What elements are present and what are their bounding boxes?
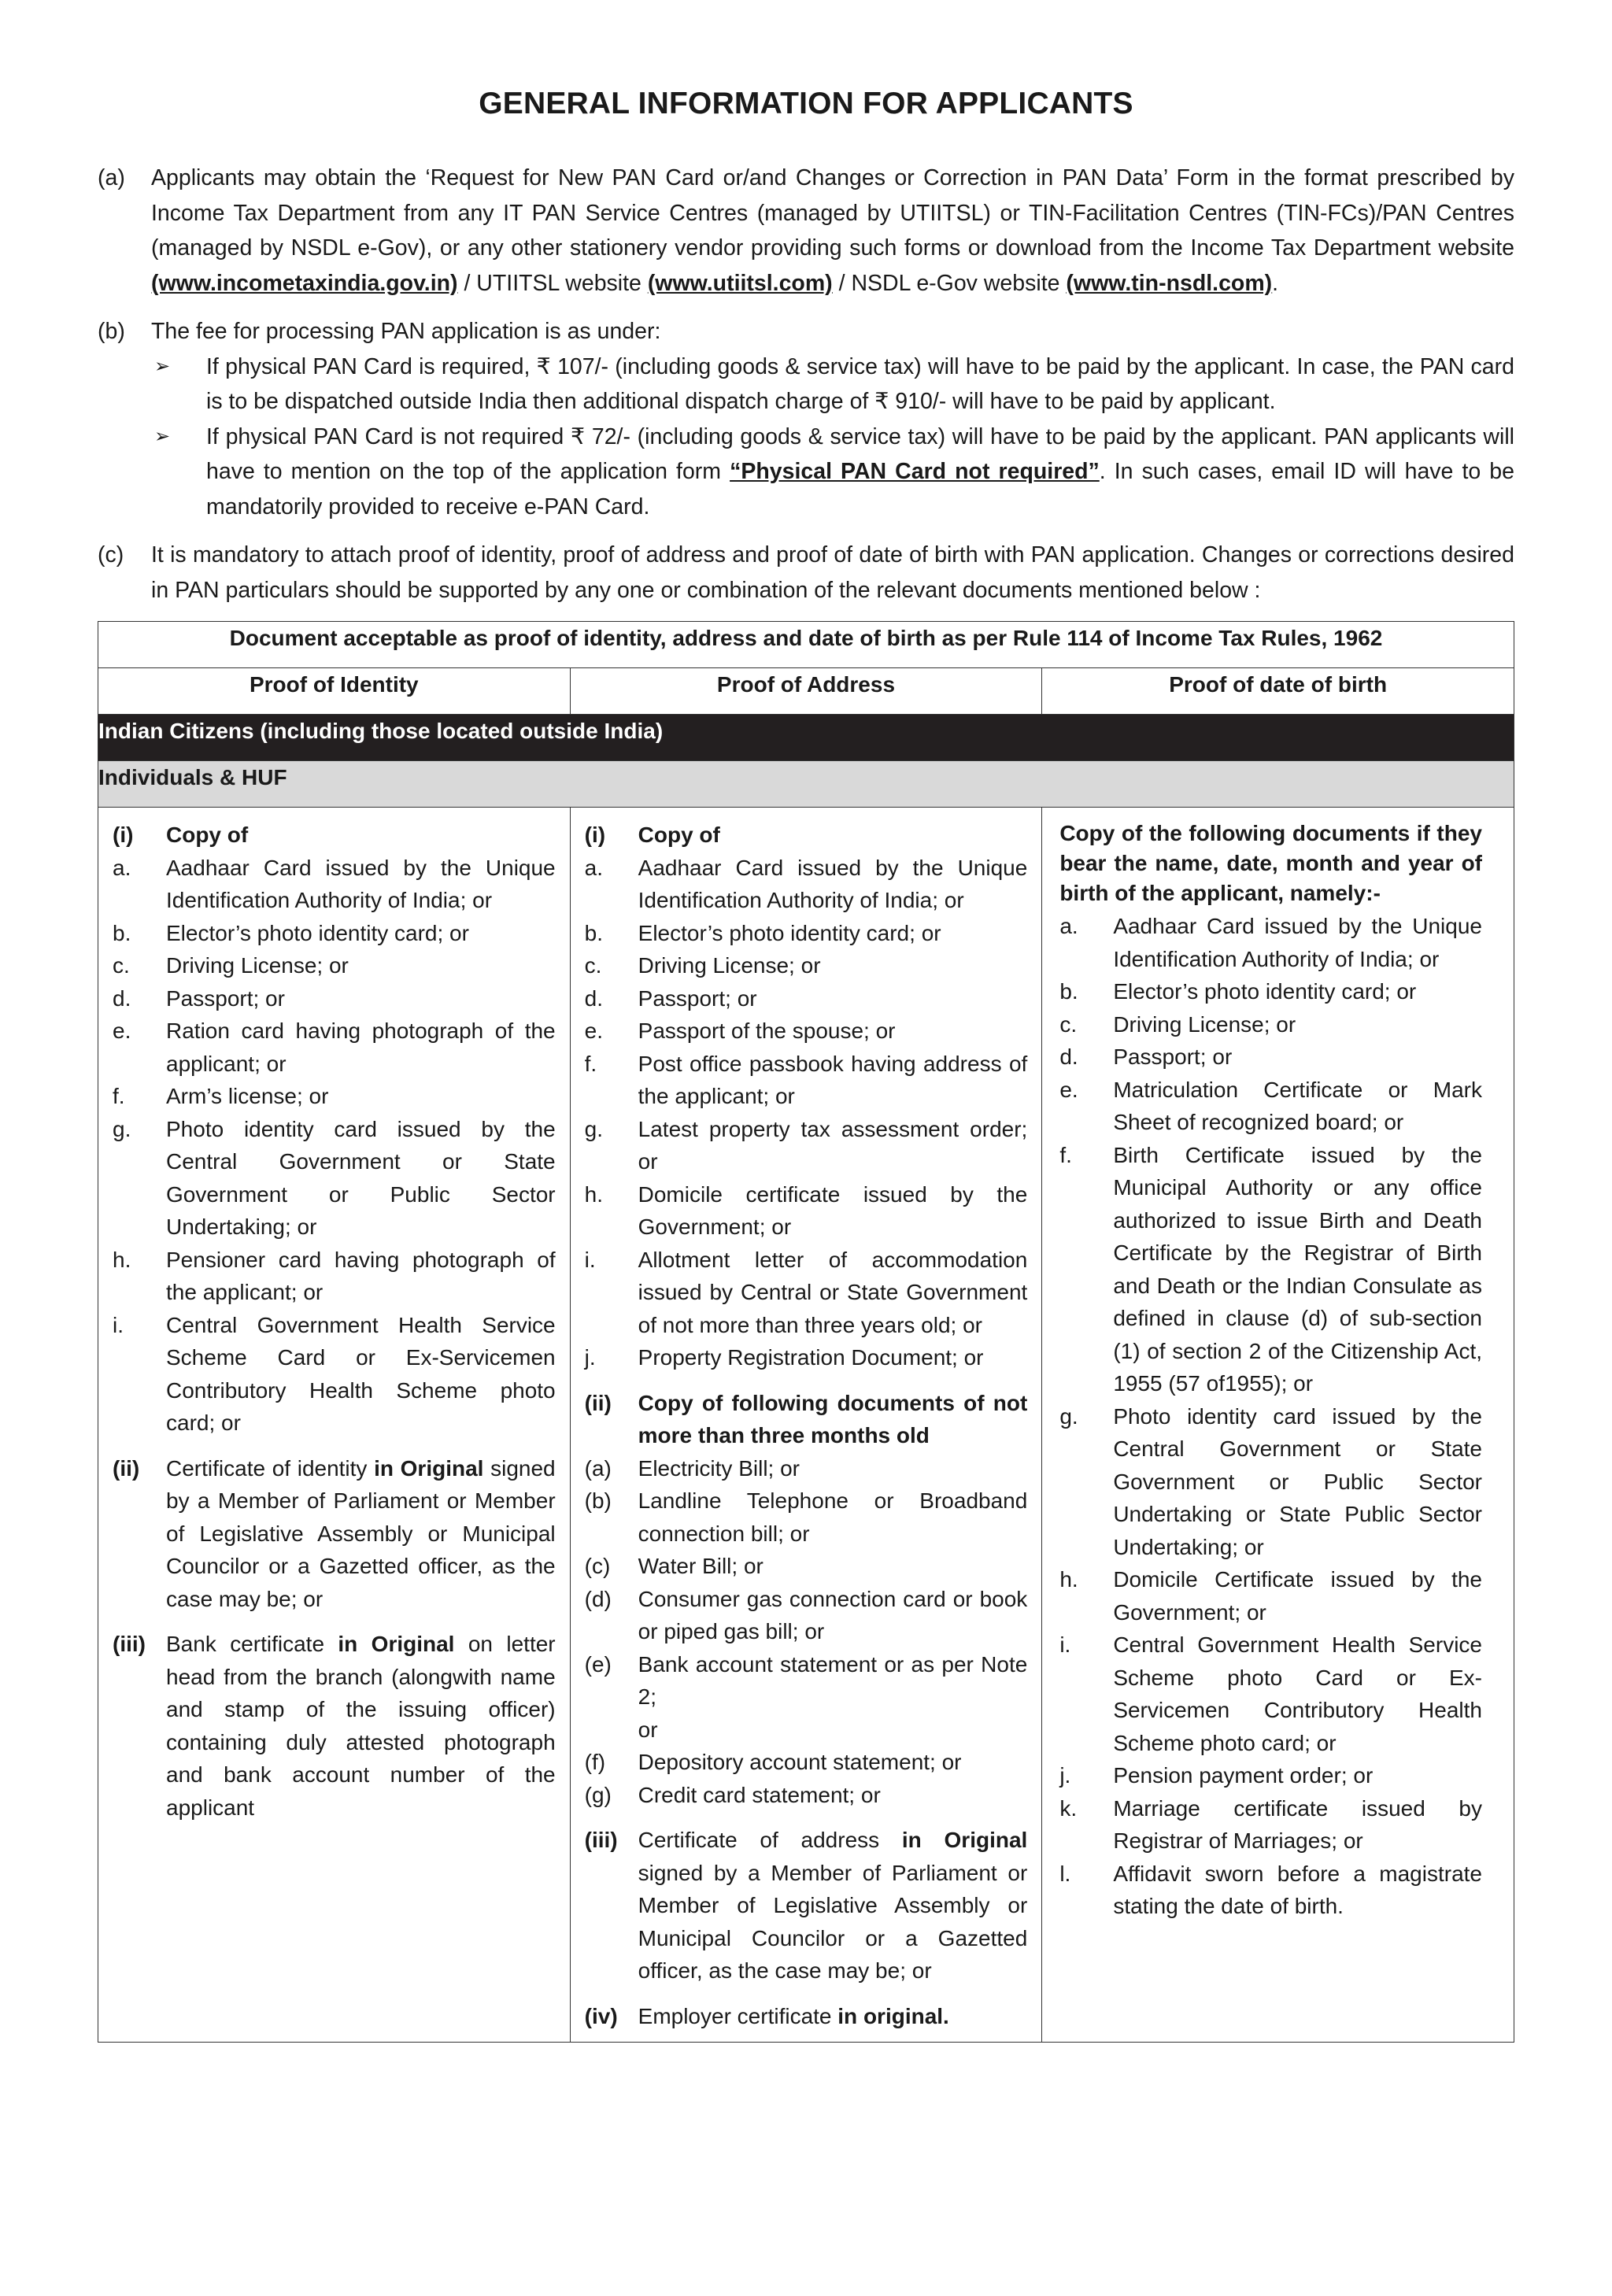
paragraph-a-mid2: / NSDL e-Gov website [832,270,1067,296]
item-marker: (ii) [584,1390,612,1415]
list-item [585,1746,1028,1779]
list-item [585,1484,1028,1550]
item-marker: (iii) [584,1828,618,1852]
list-item [1059,1858,1482,1923]
list-item [113,982,556,1015]
list-item [585,1341,1028,1374]
subsection-header: Individuals & HUF [98,761,1514,808]
address-employer-certificate-item [585,2000,1028,2033]
paragraph-a-label: (a) [98,165,125,190]
item-marker: d. [584,985,603,1011]
item-text: Copy of [638,823,720,847]
list-item [1059,1629,1482,1759]
item-text: Birth Certificate issued by the Municipal Authority or any office authorized to issue Birth and Death Certificate by the Registrar of Birth and Death or the Indian Consulate as defined in clause (d) of sub-section (1) of section 2 of the Citizenship Act, 1955 (57 of1955); or [1113,1142,1482,1396]
list-item [585,852,1028,917]
item-text: Pension payment order; or [1113,1763,1374,1788]
item-text [638,2000,1028,2033]
list-item [1059,1008,1482,1041]
paragraph-b-body [151,314,1514,524]
item-text: Domicile certificate issued by the Government; or [638,1181,1028,1239]
item-text: Electricity Bill; or [638,1455,800,1481]
address-recent-docs-heading [585,1387,1028,1452]
item-text: Elector’s photo identity card; or [166,920,469,945]
item-text: Post office passbook having address of the applicant; or [638,1051,1028,1108]
item-text [638,1824,1028,1987]
item-marker: c. [113,953,130,978]
list-item [1059,1074,1482,1139]
list-item [113,1309,556,1440]
item-text: Allotment letter of accommodation issued by Central or State Government of not more than three years old; or [638,1247,1028,1337]
list-item [585,1550,1028,1583]
paragraph-a-body [151,161,1514,301]
address-column [570,808,1042,2043]
physical-pan-not-required-note: “Physical PAN Card not required” [730,459,1100,484]
dob-intro: Copy of the following documents if they bear the name, date, month and year of birth of the applicant, namely:- [1059,821,1482,905]
item-marker: (g) [584,1782,612,1807]
item-text: Photo identity card issued by the Central Government or State Government or Public Sector Undertaking or State Public Sector Undertaking; or [1113,1403,1482,1559]
item-marker: g. [113,1116,131,1141]
in-original-emphasis: in original. [837,2003,949,2028]
fee-bullet-epan-post: . In such cases, email ID will have to be mandatorily provided to receive e-PAN Card. [206,459,1514,519]
item-marker: a. [584,855,603,880]
page [98,87,1514,2043]
item-text: Copy of [166,823,249,847]
list-item [585,949,1028,982]
list-item [585,1648,1028,1714]
item-text [166,1628,556,1824]
item-text-post: on letter head from the branch (alongwith name and stamp of the issuing officer) containing duly attested photograph and bank account number of the applicant [166,1632,556,1820]
item-text: Central Government Health Service Scheme Card or Ex-Servicemen Contributory Health Scheme photo card; or [166,1312,556,1435]
identity-certificate-item [113,1452,556,1616]
item-text-pre: Certificate of address [638,1828,902,1852]
item-text: Driving License; or [638,953,821,978]
list-item [585,1779,1028,1812]
item-marker: (i) [584,823,606,847]
item-text: Arm’s license; or [166,1084,329,1108]
list-item [1059,1400,1482,1564]
item-text: Passport; or [166,985,285,1011]
item-marker: (c) [584,1554,611,1578]
list-item [1059,1139,1482,1400]
column-header-identity: Proof of Identity [98,668,571,715]
paragraph-c-label: (c) [98,542,124,568]
paragraph-b-text: The fee for processing PAN application is as under: [151,319,661,344]
item-text: Aadhaar Card issued by the Unique Identification Authority of India; or [638,855,1028,912]
dob-column [1042,808,1514,2043]
item-marker: c. [584,953,602,978]
item-text: Matriculation Certificate or Mark Sheet of recognized board; or [1113,1077,1482,1134]
item-marker: j. [1059,1763,1071,1788]
item-text: Driving License; or [166,953,349,978]
item-text [166,1452,556,1616]
fee-bullet-physical-text: If physical PAN Card is required, ₹ 107/- (including goods & service tax) will have to be paid by the applicant. In case, the PAN card is to be dispatched outside India then additional dispatch charge of ₹ 910/- will have to be paid by applicant. [206,353,1514,414]
column-header-dob: Proof of date of birth [1042,668,1514,715]
paragraph-a-text: Applicants may obtain the ‘Request for New PAN Card or/and Changes or Correction in PAN Data’ Form in the format prescribed by Income Tax Department from any IT PAN Service Centres (managed by UTIITSL) or TIN-Facilitation Centres (TIN-FCs)/PAN Centres (managed by NSDL e-Gov), or any other stationery vendor providing such forms or download from the Income Tax Department website [151,165,1514,261]
paragraph-a-mid1: / UTIITSL website [457,270,648,296]
identity-bank-certificate-item [113,1628,556,1824]
item-marker: (b) [584,1488,612,1513]
item-marker: a. [1059,914,1078,938]
item-text: Water Bill; or [638,1554,763,1578]
paragraph-a [98,161,1514,301]
tin-nsdl-link[interactable]: (www.tin-nsdl.com) [1066,270,1273,296]
item-marker: b. [113,920,131,945]
list-item [1059,1563,1482,1629]
item-text: Marriage certificate issued by Registrar of Marriages; or [1113,1795,1482,1853]
item-marker: e. [584,1019,603,1043]
item-text: Passport; or [1113,1044,1233,1069]
item-text: Depository account statement; or [638,1750,962,1774]
item-text: Copy of following documents of not more than three months old [638,1390,1028,1447]
column-header-address: Proof of Address [570,668,1042,715]
documents-table [98,621,1514,2043]
page-title: GENERAL INFORMATION FOR APPLICANTS [479,87,1133,120]
list-item [585,1015,1028,1048]
list-item [1059,1041,1482,1074]
item-text: Driving License; or [1113,1011,1296,1037]
item-text: Elector’s photo identity card; or [1113,979,1417,1004]
fee-bullet-epan-text [206,420,1514,525]
list-item [113,917,556,950]
item-text: Aadhaar Card issued by the Unique Identification Authority of India; or [1113,914,1482,971]
paragraph-a-end: . [1272,270,1279,296]
list-item [585,1452,1028,1485]
item-text: Central Government Health Service Scheme photo Card or Ex-Servicemen Contributory Health Scheme photo card; or [1113,1632,1482,1755]
list-item [585,982,1028,1015]
fee-bullet-epan [151,420,1514,525]
item-marker: e. [1059,1077,1078,1102]
address-certificate-item [585,1824,1028,1987]
item-text: Photo identity card issued by the Central Government or State Government or Public Sector Undertaking; or [166,1116,556,1239]
address-recent-list-2 [585,1746,1028,1811]
list-item [585,1583,1028,1648]
paragraph-b-label: (b) [98,319,125,344]
item-text-pre: Bank certificate [166,1632,338,1656]
item-marker: l. [1059,1861,1071,1886]
fee-bullet-physical [151,349,1514,420]
item-text: Consumer gas connection card or book or piped gas bill; or [638,1586,1028,1643]
in-original-emphasis: in Original [901,1828,1028,1852]
item-marker: (a) [584,1455,612,1481]
item-marker: f. [1059,1142,1072,1167]
paragraph-c [98,538,1514,608]
in-original-emphasis: in Original [374,1455,484,1481]
identity-list [113,852,556,1440]
item-text: Property Registration Document; or [638,1345,984,1370]
item-marker: c. [1059,1011,1078,1037]
item-text: Domicile Certificate issued by the Government; or [1113,1567,1482,1625]
fee-bullet-epan-pre: If physical PAN Card is not required ₹ 72/- (including goods & service tax) will have to be paid by the applicant. PAN applicants will have to mention on the top of the application form [206,423,1514,484]
or-separator: or [638,1717,658,1742]
list-item [113,852,556,917]
list-item [585,1178,1028,1244]
item-text: Passport of the spouse; or [638,1019,896,1043]
item-text: Elector’s photo identity card; or [638,920,941,945]
item-marker: j. [584,1345,596,1370]
list-item [1059,1792,1482,1858]
list-item [1059,975,1482,1008]
address-copy-of-heading [585,819,1028,852]
list-item [585,1244,1028,1342]
item-text: Credit card statement; or [638,1782,881,1807]
item-text-post: signed by a Member of Parliament or Member of Legislative Assembly or Municipal Councilor or a Gazetted officer, as the case may be; or [166,1455,556,1611]
list-item [1059,1759,1482,1792]
item-marker: (iv) [584,2003,618,2028]
item-marker: (e) [584,1651,612,1677]
item-marker: f. [113,1084,125,1108]
list-item [585,917,1028,950]
item-marker: e. [113,1019,131,1043]
item-marker: g. [584,1116,603,1141]
item-marker: (iii) [113,1632,146,1656]
item-marker: k. [1059,1795,1078,1821]
item-text: Bank account statement or as per Note 2; [638,1651,1028,1709]
item-marker: i. [1059,1632,1071,1657]
arrow-bullet-icon: ➢ [154,425,171,447]
table-heading: Document acceptable as proof of identity, address and date of birth as per Rule 114 of Income Tax Rules, 1962 [98,622,1514,668]
list-item [585,1113,1028,1178]
item-marker: i. [113,1312,124,1337]
paragraph-b [98,314,1514,524]
item-marker: b. [584,920,603,945]
list-item [113,1244,556,1309]
list-item [113,1080,556,1113]
item-text: Passport; or [638,985,757,1011]
item-marker: h. [584,1181,603,1207]
list-item [113,949,556,982]
item-text: Latest property tax assessment order; or [638,1116,1028,1174]
item-text: Aadhaar Card issued by the Unique Identification Authority of India; or [166,855,556,912]
arrow-bullet-icon: ➢ [154,355,171,377]
item-text: Landline Telephone or Broadband connection bill; or [638,1488,1028,1546]
item-text: Ration card having photograph of the applicant; or [166,1019,556,1076]
item-marker: d. [1059,1044,1078,1069]
item-marker: b. [1059,979,1078,1004]
item-marker: h. [1059,1567,1078,1592]
address-recent-list [585,1452,1028,1714]
dob-list [1059,910,1482,1923]
item-marker: g. [1059,1403,1078,1429]
item-marker: d. [113,985,131,1011]
item-text: Pensioner card having photograph of the applicant; or [166,1247,556,1304]
item-marker: h. [113,1247,131,1272]
item-marker: f. [584,1051,597,1076]
item-text-pre: Certificate of identity [166,1455,375,1481]
identity-column [98,808,571,2043]
section-header: Indian Citizens (including those located outside India) [98,715,1514,761]
item-marker: (f) [584,1750,606,1774]
item-text: Affidavit sworn before a magistrate stating the date of birth. [1113,1861,1482,1918]
item-marker: i. [584,1247,596,1272]
in-original-emphasis: in Original [338,1632,455,1656]
identity-copy-of-heading [113,819,556,852]
utiitsl-link[interactable]: (www.utiitsl.com) [647,270,833,296]
list-item [113,1015,556,1080]
item-marker: (d) [584,1586,612,1611]
list-item [1059,910,1482,975]
item-marker: (ii) [113,1455,140,1481]
item-marker: (i) [113,823,134,847]
incometax-link[interactable]: (www.incometaxindia.gov.in) [151,270,458,296]
address-list [585,852,1028,1374]
item-text-pre: Employer certificate [638,2003,838,2028]
item-text-post: signed by a Member of Parliament or Member of Legislative Assembly or Municipal Councilor or a Gazetted officer, as the case may be; or [638,1860,1028,1983]
item-marker: a. [113,855,131,880]
paragraph-c-body: It is mandatory to attach proof of identity, proof of address and proof of date of birth with PAN application. Changes or corrections desired in PAN particulars should be supported by any one or combination of the relevant documents mentioned below : [151,542,1514,603]
list-item [585,1048,1028,1113]
list-item [113,1113,556,1244]
